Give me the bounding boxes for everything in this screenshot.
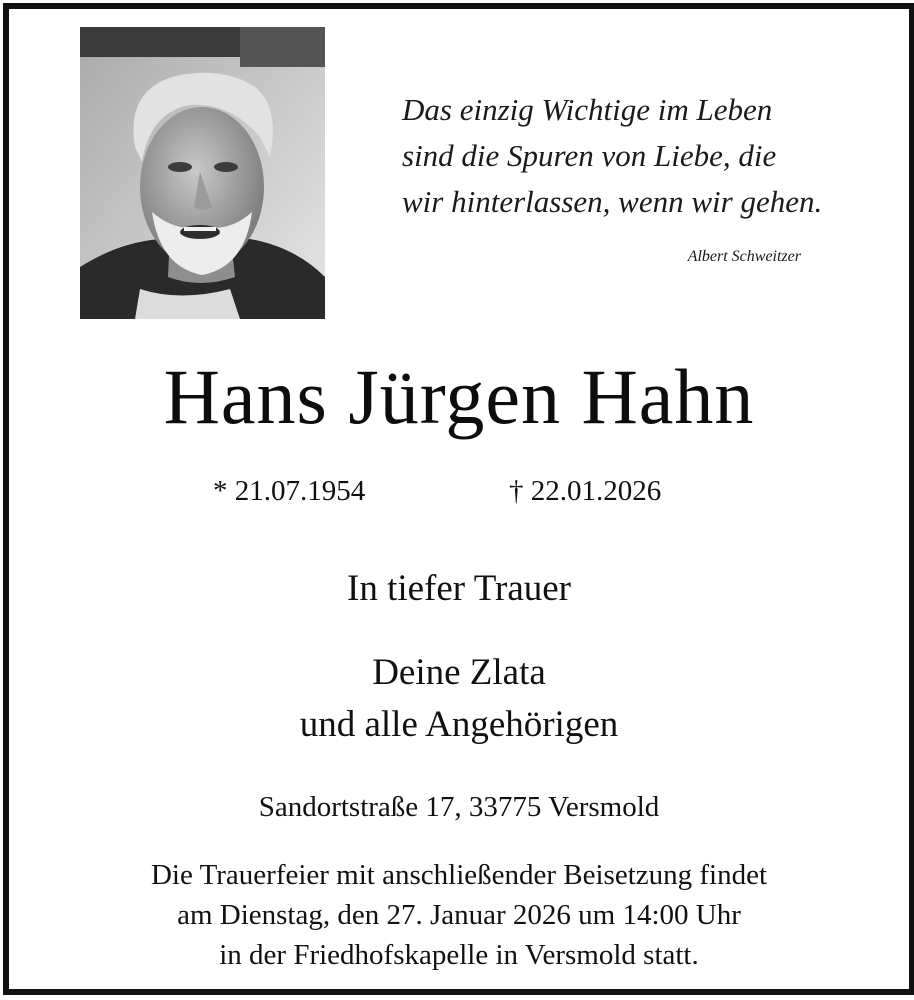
address: Sandortstraße 17, 33775 Versmold [258, 791, 660, 823]
family-line: und alle Angehörigen [299, 704, 619, 745]
quote-line: wir hinterlassen, wenn wir gehen. [402, 184, 823, 219]
quote-line: Das einzig Wichtige im Leben [402, 92, 773, 127]
quote-block [402, 87, 862, 225]
mourning-text: In tiefer Trauer [347, 568, 571, 609]
family-line: Deine Zlata [372, 652, 546, 693]
service-info-line: Die Trauerfeier mit anschließender Beisetzung findet [150, 859, 768, 891]
quote-line: sind die Spuren von Liebe, die [402, 138, 777, 173]
service-info-line: in der Friedhofskapelle in Versmold statt. [219, 939, 699, 971]
death-date: † 22.01.2026 [509, 475, 662, 507]
obituary-frame [3, 3, 914, 995]
birth-date: * 21.07.1954 [213, 475, 366, 507]
deceased-name: Hans Jürgen Hahn [163, 353, 755, 440]
service-info-line: am Dienstag, den 27. Januar 2026 um 14:00 Uhr [177, 899, 741, 931]
quote-author: Albert Schweitzer [687, 248, 801, 265]
portrait-photo [80, 27, 325, 319]
